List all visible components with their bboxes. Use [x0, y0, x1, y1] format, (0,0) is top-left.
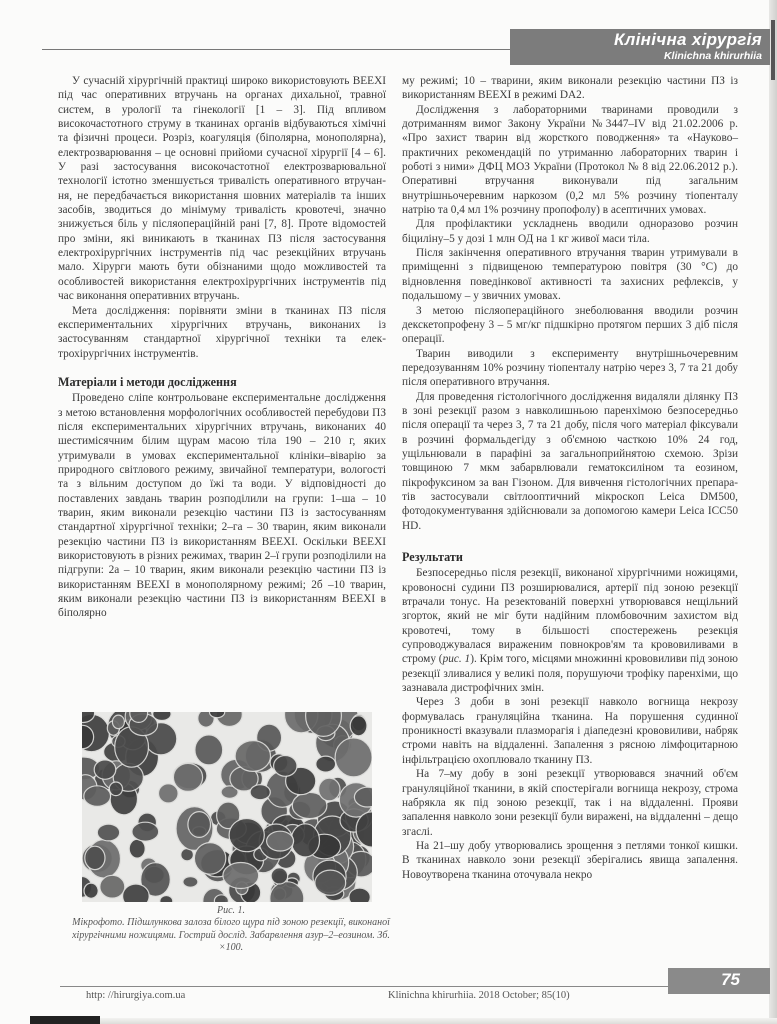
acinus-lobule [274, 756, 297, 777]
journal-title-transliterated: Klinichna khirurhiia [663, 50, 762, 62]
methods-paragraph: Після закінчення оперативного втручання тварин утримували в приміщенні з підвищеною температурою повітря (30 °С) до відновлення поведінкової активності та захисних рефлексів, у подальшому – у звичних умовах. [402, 247, 738, 303]
header-rule [42, 49, 512, 50]
acinus-lobule [183, 877, 198, 888]
footer-citation: Klinichna khirurhiia. 2018 October; 85(10) [388, 990, 570, 1001]
intro-paragraph: У сучасній хірургічній практиці широко використовують ВЕЕХІ під час оперативних втручань на органах дихальної, травної систем, в урології та гінекології [1 – 3]. Під впливом високочастотного струму в тканинах органів відбуваються хімічні та фізичні процеси. Розріз, коагуляція (біполярна, монополярна), електрозварювання – це основні прийоми сучасної хірургії [4 – 6]. У разі застосування високочастотної електрозварювальної технології істотно зменшується тривалість оперативного втручання, не передбачається використання шовних матеріалів та інших засобів, зводиться до мінімуму тривалість кровотечі, значно знижується біль у післяопераційній рані [7, 8]. Проте відомостей про зміни, які виникають в тканинах ПЗ після застосування електрохірургічних інструментів під час резекційних втручань мало. Хірурги мають бути обізнаними щодо можливостей та особливостей використання електрохірургічних інструментів під час виконання оперативних втручань. [58, 75, 386, 303]
journal-header-banner [510, 29, 770, 65]
acinus-lobule [84, 883, 98, 898]
acinus-lobule [97, 824, 119, 841]
results-paragraph: Через 3 доби в зоні резекції навколо вогнища некрозу формувалась грануляційна тканина. На порушення судинної проникності вказували плазморагія і діапедезні крововиливи, набряк строми навіть на віддаленні. Запалення з рясною лімфоцитарною інфільтрацією охоплювало тканину ПЗ. [402, 696, 738, 766]
left-column [58, 74, 386, 621]
page-number: 75 [721, 970, 740, 989]
acinus-lobule [112, 715, 124, 729]
acinus-lobule [109, 782, 122, 796]
footer-rule [60, 986, 670, 987]
section-heading-results: Результати [402, 550, 463, 564]
results-text: Безпосередньо після резекції, виконаної хірургічними ножицями, кровоносні судини ПЗ розширювалися, артерії під зоною резекції втрачали тонус. На резектованій поверхні утворювався нещільний згорток, який не міг бути надійним пломбовочним захистом від кровотечі, тому в більшості спостережень резекція супроводжувалася вираженим повнокров'ям та крововиливами в строму ( [402, 567, 738, 666]
acinus-lobule [94, 760, 116, 779]
scan-edge-mark [30, 1016, 100, 1024]
journal-title: Клінічна хірургія [614, 30, 762, 49]
acinus-lobule [194, 843, 225, 875]
page-number-tab [668, 968, 770, 994]
acinus-lobule [271, 868, 288, 884]
acinus-lobule [319, 778, 340, 801]
acinus-lobule [123, 884, 150, 902]
acinus-lobule [100, 875, 125, 898]
acinus-lobule [129, 839, 145, 858]
acinus-lobule [160, 896, 173, 903]
results-text: ). Крім того, місцями множинні крововиливи під зоною резекції зливалися у великі поля, порушуючи трофіку паренхіми, що зазнавала дистрофічних змін. [402, 653, 738, 695]
results-paragraph: На 7–му добу в зоні резекції утворювався значний об'єм грануляційної тканини, в якій спостерігали вогнища некрозу, строма набрякла як під зоною резекції, так і на віддаленні. Прояви запалення навколо зони резекції були виражені, на віддаленні – дещо згаслі. [402, 768, 738, 838]
page-edge-shadow [769, 0, 777, 1024]
figure-caption [72, 905, 390, 954]
acinus-lobule [315, 870, 346, 895]
acinus-lobule [84, 786, 111, 807]
acinus-lobule [173, 763, 202, 791]
acinus-lobule [267, 831, 294, 851]
micrograph-figure [82, 712, 372, 902]
acinus-lobule [195, 735, 223, 765]
acinus-lobule [316, 756, 336, 772]
methods-paragraph: му режимі; 10 – тварини, яким виконали резекцію частини ПЗ із використанням ВЕЕХІ в режимі DA2. [402, 75, 738, 102]
acinus-lobule [250, 785, 270, 800]
micrograph-image [82, 712, 372, 902]
section-heading-methods: Матеріали і методи дослідження [58, 374, 237, 389]
acinus-lobule [159, 784, 179, 803]
acinus-lobule [229, 819, 264, 852]
methods-paragraph: Для проведення гістологічного дослідження видаляли ділянку ПЗ в зоні резекції разом з навколишньою паренхімою безпосередньо після операції та через 3, 7 та 21 добу, після чого матеріал фіксували в розчині формальдегіду з об'ємною часткою 10% 24 год, ущільнювали в парафіні за загальноприйнятою схемою. Зрізи товщиною 7 мкм забарвлювали гематоксиліном та еозином, пікрофуксином за ван Гізоном. Для вивчення гістологічних препаратів застосували світлооптичний мікроскоп Leica DM500, фотодокументування здійснювали за допомогою камери Leica ICC50 HD. [402, 390, 738, 532]
methods-paragraph: Для профілактики ускладнень вводили одноразово розчин біциліну–5 у дозі 1 млн ОД на 1 кг живої маси тіла. [402, 218, 738, 245]
acinus-lobule [188, 812, 211, 838]
figure-label: Рис. 1. [216, 905, 246, 916]
page-edge-mark [771, 20, 775, 80]
methods-paragraph: З метою післяопераційного знеболювання вводили розчин декскетопрофену 3 – 5 мг/кг підшкірно протягом перших 3 діб після операції. [402, 304, 738, 346]
methods-paragraph: Тварин виводили з експерименту внутрішньочеревним передозуванням 10% розчину тіопенталу натрію через 3, 7 та 21 добу після оперативного втручання. [402, 347, 738, 389]
acinus-lobule [85, 846, 105, 869]
results-paragraph [402, 566, 738, 695]
acinus-lobule [223, 863, 259, 889]
acinus-lobule [132, 822, 159, 841]
acinus-lobule [210, 712, 225, 718]
scan-edge-shade [100, 1018, 777, 1024]
acinus-lobule [335, 738, 372, 777]
acinus-lobule [291, 824, 319, 857]
footer-url[interactable]: http: //hirurgiya.com.ua [86, 990, 186, 1001]
acinus-lobule [214, 895, 228, 902]
figure-reference-link[interactable]: рис. 1 [442, 653, 471, 666]
acinus-lobule [349, 888, 370, 902]
acinus-lobule [235, 741, 270, 772]
acinus-lobule [350, 716, 367, 736]
figure-caption-text: Мікрофото. Підшлункова залоза білого щура під зоною резекції, виконаної хірургічними ножицями. Гострий дослід. Забарвлення азур–2–еозином. Зб. ×100. [72, 917, 390, 953]
aim-paragraph: Мета дослідження: порівняти зміни в тканинах ПЗ після експериментальних хірургічних втручань, виконаних із застосуванням стандартної хірургічної техніки та електрохірургічних інструментів. [58, 304, 386, 360]
right-column [402, 74, 738, 882]
methods-paragraph: Проведено сліпе контрольоване експериментальне дослідження з метою встановлення морфологічних особливостей перебудови ПЗ після експериментальних хірургічних втручань, виконаних 40 шестимісячним білим щурам масою тіла 190 – 210 г, яких утримували в умовах експериментальної клініки–віварію за природного світлового режиму, звичайної температури, вологості та з вільним доступом до їжі та води. У відповідності до поставлених завдань тварин розподілили на групи: 1–ша – 10 тварин, яким виконали резекцію частини ПЗ із застосуванням стандартної хірургічної техніки; 2–га – 30 тварин, яким виконали резекцію частини ПЗ із використанням ВЕЕХІ. Оскільки ВЕЕХІ використовують в різних режимах, тварин 2–ї групи розподілили на підгрупи: 2а – 10 тварин, яким виконали резекцію частини ПЗ із використанням ВЕЕХІ в монополярному режимі; 2б –10 тварин, яким виконали резекцію частини ПЗ із використанням ВЕЕХІ в біполярно [58, 392, 386, 620]
methods-paragraph: Дослідження з лабораторними тваринами проводили з дотриманням вимог Закону України №3447–IV від 21.02.2006 р. «Про захист тварин від жорсткого поводження» та «Науково–практичних рекомендацій по утриманню лабораторних тварин і роботі з ними» ДФЦ МОЗ України (Протокол № 8 від 22.06.2012 р.). Оперативні втручання виконували під загальним внутрішньочеревним наркозом (0,2 мл 5% розчину тіопенталу натрію та 0,4 мл 1% розчину пропофолу) в асептичних умовах. [402, 103, 738, 217]
results-paragraph: На 21–шу добу утворювались зрощення з петлями тонкої кишки. В тканинах навколо зони резекції зберігались явища запалення. Новоутворена тканина оточувала некро [402, 839, 738, 881]
